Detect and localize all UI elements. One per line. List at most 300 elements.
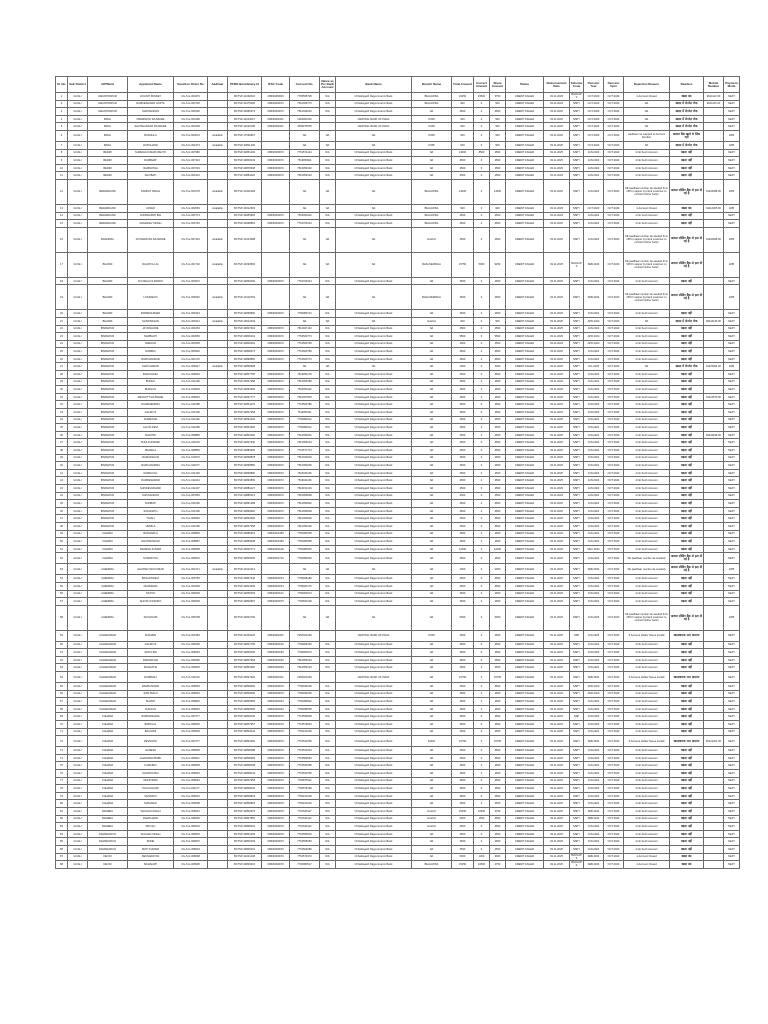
table-cell: OCT.2023 [604, 340, 624, 348]
table-cell: NSP [570, 630, 584, 641]
table-cell: 4500 [452, 355, 474, 363]
table-cell: CENTRAL BANK OF INDIA [336, 115, 412, 123]
table-cell: GOALI [68, 469, 88, 477]
table-cell: 2.No Such Account [624, 277, 670, 285]
table-cell: 7516152134 [290, 484, 320, 492]
table-cell: BCTSP-30808300 [228, 705, 262, 713]
table-cell: NA [320, 179, 336, 204]
table-cell: खाता नहीं [670, 431, 704, 439]
table-cell: 0 [474, 747, 490, 755]
table-cell: 7510467143 [290, 325, 320, 333]
table-cell: 03.11.2025 [544, 340, 570, 348]
table-cell: CHAPDA [88, 538, 128, 546]
table-cell: NEFT [724, 371, 740, 379]
table-cell: 2.No Such Account [624, 770, 670, 778]
table-cell [704, 424, 724, 432]
table-cell [208, 123, 228, 131]
table-cell: BHOJAP S [571, 93, 582, 100]
table-cell: CREDIT FAILED [506, 363, 544, 371]
table-cell: NA [336, 141, 412, 149]
col-header: Aadhaar [208, 77, 228, 93]
table-cell: OCT.2023 [604, 507, 624, 515]
table-cell: JAN.2024 [584, 164, 604, 172]
table-cell: DAMARARIYA [88, 845, 128, 853]
table-cell: 4500 [490, 409, 506, 417]
table-cell: 19 [56, 285, 68, 310]
table-cell: JUL.2025 [584, 363, 604, 371]
table-cell: OCT.2023 [584, 108, 604, 116]
table-cell: BUDHNATH [128, 530, 174, 538]
table-cell [208, 507, 228, 515]
table-cell: 03.11.2025 [544, 713, 570, 721]
table-cell: GOALI [68, 823, 88, 831]
table-cell: NEFT [724, 484, 740, 492]
table-cell: BHAJAPRA [412, 93, 452, 101]
table-cell: N/A [320, 530, 336, 538]
table-cell: NA [624, 108, 670, 116]
table-cell: OCT.2023 [604, 93, 624, 101]
table-cell: NSPY [570, 770, 584, 778]
table-cell: DAMERA [88, 823, 128, 831]
table-cell: 2.No Such Account [624, 590, 670, 598]
table-cell: 0 [474, 164, 490, 172]
table-cell: NEFT [724, 762, 740, 770]
table-cell: 03.11.2025 [544, 220, 570, 228]
table-cell: NSPY [570, 705, 584, 713]
table-cell: BCTSP-30807955 [228, 777, 262, 785]
table-cell: 4500 [490, 355, 506, 363]
table-cell: NEFT [724, 393, 740, 401]
table-cell: NSPY [570, 800, 584, 808]
table-cell: 15750 [490, 672, 506, 683]
table-cell: GOALI [68, 310, 88, 318]
table-cell: SUKHBAI [128, 630, 174, 641]
table-cell: 4500 [490, 656, 506, 664]
table-row [56, 538, 740, 546]
table-row [56, 630, 740, 641]
table-cell: GOALI [68, 777, 88, 785]
table-cell: BCTSP-30808090 [228, 690, 262, 698]
table-cell: NSPY [570, 149, 584, 157]
table-cell: N/A [320, 792, 336, 800]
table-cell: NEFT [724, 348, 740, 356]
table-cell: CENTRAL BANK OF INDIA [336, 123, 412, 131]
table-cell: FEB.2023 [584, 736, 604, 747]
table-cell: 4500 [490, 698, 506, 706]
table-cell: OCT.2023 [604, 141, 624, 149]
table-cell: CBIN0000970 [262, 477, 290, 485]
table-cell [208, 530, 228, 538]
table-cell: 15500 [474, 93, 490, 101]
table-row [56, 157, 740, 165]
table-cell: CG-5-G-006040 [174, 285, 208, 310]
table-cell: NSPY [570, 830, 584, 838]
table-cell: 03.11.2025 [544, 553, 570, 564]
table-cell: CREDIT FAILED [506, 672, 544, 683]
table-cell: 22 [56, 325, 68, 333]
table-cell: 80 [56, 800, 68, 808]
table-cell: NEFT [724, 172, 740, 180]
table-cell: 4500 [490, 575, 506, 583]
table-cell [704, 333, 724, 341]
table-cell [704, 830, 724, 838]
table-cell: CHHARAMAR [88, 649, 128, 657]
table-cell: CHHAMA [88, 713, 128, 721]
table-cell: खाता नहीं [670, 439, 704, 447]
table-cell: 2.No Such Account [624, 582, 670, 590]
table-cell: खाता नहीं [670, 500, 704, 508]
table-cell: N/A [320, 469, 336, 477]
table-cell: NA [320, 227, 336, 252]
table-cell: NA [412, 500, 452, 508]
table-cell: NEFT [724, 815, 740, 823]
table-cell [704, 500, 724, 508]
table-cell: NEFT [724, 317, 740, 325]
table-cell: 7510469222 [290, 108, 320, 116]
table-cell: 900 [452, 123, 474, 131]
table-cell: NA [290, 564, 320, 575]
table-cell: BCTSP-30808044 [228, 785, 262, 793]
table-cell: BCTSP-30832200 [228, 416, 262, 424]
table-cell: NA [412, 838, 452, 846]
table-cell: 4500 [490, 157, 506, 165]
table-cell [208, 424, 228, 432]
table-cell: 2.No Such Account [624, 371, 670, 379]
table-cell: 4500 [452, 598, 474, 606]
table-cell [704, 575, 724, 583]
table-cell: BANA [88, 123, 128, 131]
table-cell: 900 [490, 100, 506, 108]
table-cell: 03.11.2025 [544, 672, 570, 683]
table-cell: CREDIT FAILED [506, 690, 544, 698]
table-cell: 30 [56, 386, 68, 394]
table-cell: Chhattisgarh Rajya Gramin Bank [336, 800, 412, 808]
table-cell: NSPY [570, 582, 584, 590]
table-cell: 6 [56, 130, 68, 141]
table-cell: CBIN0000970 [262, 277, 290, 285]
table-cell: NEFT [724, 530, 740, 538]
table-cell: 03.11.2025 [544, 605, 570, 630]
table-cell: NSPY [570, 310, 584, 318]
table-cell: CREDIT FAILED [506, 630, 544, 641]
table-cell: 4500 [490, 785, 506, 793]
table-cell: CHHAMA [88, 792, 128, 800]
table-cell: NSPY [570, 777, 584, 785]
table-cell: CBIN0280000 [262, 93, 290, 101]
table-cell [704, 285, 724, 310]
table-cell: BHAUVERDIHA [412, 252, 452, 277]
table-cell [208, 340, 228, 348]
table-cell: NA [320, 130, 336, 141]
table-cell: NA [412, 409, 452, 417]
table-cell: RUPCHAND [128, 141, 174, 149]
table-cell: खाता नहीं [670, 845, 704, 853]
table-cell [704, 115, 724, 123]
table-cell: 57 [56, 598, 68, 606]
table-cell: CBIN0000970 [262, 340, 290, 348]
table-cell: 03.11.2025 [544, 317, 570, 325]
table-cell: Chhattisgarh Rajya Gramin Bank [336, 355, 412, 363]
table-cell: GOALI [68, 522, 88, 530]
table-cell: 0 [474, 477, 490, 485]
table-cell: 4500 [490, 285, 506, 310]
table-cell: BCTSP-30829300 [228, 515, 262, 523]
table-cell: 03.11.2025 [544, 93, 570, 101]
table-cell: CBIN0000970 [262, 371, 290, 379]
table-cell: GOALI [68, 93, 88, 101]
table-cell: PHULCHAND [128, 785, 174, 793]
table-cell: CBIN0000970 [262, 469, 290, 477]
table-cell [208, 664, 228, 672]
table-cell: CREDIT FAILED [506, 204, 544, 212]
table-cell: BISRAPUR [88, 348, 128, 356]
table-cell: NEFT [724, 277, 740, 285]
table-cell: OCT.2023 [604, 439, 624, 447]
table-row [56, 683, 740, 691]
table-row [56, 815, 740, 823]
table-cell: 4500 [452, 641, 474, 649]
table-cell: NA [412, 484, 452, 492]
table-cell: BCTSP-17099967 [228, 130, 262, 141]
table-cell: RAMKUNWAR [128, 683, 174, 691]
table-cell: 69 [56, 713, 68, 721]
table-cell: 65 [56, 683, 68, 691]
table-cell: 7751531586 [290, 762, 320, 770]
table-cell: 91120998 00 [704, 227, 724, 252]
table-cell: AWANTIPAPUR [88, 93, 128, 101]
table-cell: 4500 [490, 590, 506, 598]
table-cell: BISRAPUR [88, 454, 128, 462]
table-cell: NA [412, 515, 452, 523]
table-cell: 03.11.2025 [544, 416, 570, 424]
table-cell: 7516059110 [290, 212, 320, 220]
table-row [56, 698, 740, 706]
table-cell: 7751531550 [290, 770, 320, 778]
table-cell: BCTSP-30807646 [228, 575, 262, 583]
table-cell: N/A [320, 823, 336, 831]
table-cell: 77 [56, 777, 68, 785]
table-cell: Chhattisgarh Rajya Gramin Bank [336, 447, 412, 455]
table-cell: CG-5-G-007845 [174, 492, 208, 500]
table-cell: GOALI [68, 277, 88, 285]
table-cell: NA [624, 141, 670, 149]
table-cell: CREDIT FAILED [506, 683, 544, 691]
table-cell: CREDIT FAILED [506, 115, 544, 123]
table-cell: आधार सीडिंग बैंक से हटा दी गई है [670, 605, 704, 630]
table-cell: NSPY [570, 477, 584, 485]
table-cell: BHAJAPRA [412, 100, 452, 108]
table-cell: 2.No Such Account [624, 439, 670, 447]
table-cell: 0 [474, 462, 490, 470]
table-cell: 2.No Such Account [624, 484, 670, 492]
table-cell: NA [412, 492, 452, 500]
table-cell: NSPY [570, 469, 584, 477]
table-cell: 37 [56, 439, 68, 447]
table-cell: NA [336, 204, 412, 212]
table-cell: 2000 [490, 564, 506, 575]
table-cell: CG-5-G-004038 [174, 340, 208, 348]
table-cell: BISRAPUR [88, 409, 128, 417]
table-cell: NA [412, 582, 452, 590]
table-row [56, 664, 740, 672]
table-cell: BCTSP-30859008 [228, 538, 262, 546]
table-row [56, 348, 740, 356]
table-row [56, 598, 740, 606]
table-cell: BCTSP-30809015 [228, 861, 262, 869]
table-cell: CREDIT FAILED [506, 713, 544, 721]
table-cell: GOALI [68, 424, 88, 432]
col-header: Sub District [68, 77, 88, 93]
table-cell: 0 [474, 484, 490, 492]
table-cell: JAN.2024 [584, 575, 604, 583]
table-cell: 03.11.2025 [544, 141, 570, 149]
table-cell: 03.11.2025 [544, 310, 570, 318]
table-cell: BISRAPUR [88, 333, 128, 341]
table-cell: N/A [320, 500, 336, 508]
table-cell: 5.Account Holder Name Invalid [624, 672, 670, 683]
table-cell: CBIN0000970 [262, 348, 290, 356]
table-cell: OCT.2023 [604, 252, 624, 277]
table-cell: CG-5-G-008007 [174, 838, 208, 846]
table-cell: 0 [474, 713, 490, 721]
table-cell: CG-5-G-008010 [174, 553, 208, 564]
table-cell: OCT.2023 [584, 100, 604, 108]
table-cell: CG-5-G-006006 [174, 641, 208, 649]
table-cell: 7751531564 [290, 747, 320, 755]
table-cell: CBIN0000970 [262, 522, 290, 530]
table-cell: 4500 [452, 371, 474, 379]
table-cell: JAN.2024 [584, 553, 604, 564]
table-cell: 7516059922 [290, 500, 320, 508]
table-cell: NSPY [570, 325, 584, 333]
table-cell: KOUSHALYA PANDO [128, 277, 174, 285]
table-cell: GOALI [68, 409, 88, 417]
table-cell: 2.No Such Account [624, 762, 670, 770]
table-cell: Chhattisgarh Rajya Gramin Bank [336, 172, 412, 180]
table-cell: 0 [474, 664, 490, 672]
table-cell [704, 515, 724, 523]
table-cell: NSPY [570, 204, 584, 212]
table-cell: GOALI [68, 598, 88, 606]
table-cell [262, 564, 290, 575]
table-cell [704, 348, 724, 356]
table-cell: BCTSP-13411999 [228, 179, 262, 204]
table-cell: CREDIT FAILED [506, 93, 544, 101]
table-cell: NSPY [570, 462, 584, 470]
table-cell: NEFT [724, 424, 740, 432]
table-cell: BISRAPUR [88, 386, 128, 394]
table-cell: 2.No Such Account [624, 522, 670, 530]
table-cell: Chhattisgarh Rajya Gramin Bank [336, 164, 412, 172]
table-cell: 2.No Such Account [624, 838, 670, 846]
table-cell: 7516059102 [290, 164, 320, 172]
col-header: Applicant Name [128, 77, 174, 93]
table-cell: खाता नहीं [670, 754, 704, 762]
table-row [56, 492, 740, 500]
table-cell: CBIN0281901 [262, 115, 290, 123]
table-cell: CG-5-G-008049 [174, 371, 208, 379]
table-row [56, 754, 740, 762]
table-cell: 4500 [490, 149, 506, 157]
table-cell: 16 [56, 227, 68, 252]
table-cell: 03.11.2025 [544, 815, 570, 823]
table-cell: BCTSP-30830800 [228, 477, 262, 485]
table-cell: OCT.2023 [604, 762, 624, 770]
table-cell: GOALI [68, 172, 88, 180]
table-cell: GOALI [68, 317, 88, 325]
table-cell: NA [336, 252, 412, 277]
table-cell [320, 672, 336, 683]
table-cell: BCTSP-30827904 [228, 325, 262, 333]
table-cell: BISRAPUR [88, 424, 128, 432]
table-cell: CREDIT FAILED [506, 252, 544, 277]
table-cell [704, 469, 724, 477]
table-cell: CG-5-G-006009 [174, 590, 208, 598]
table-cell: Chhattisgarh Rajya Gramin Bank [336, 728, 412, 736]
table-cell: CENTRAL BANK OF INDIA [336, 630, 412, 641]
table-row [56, 853, 740, 861]
table-cell: CBIN0000979 [262, 838, 290, 846]
table-cell: N/A [320, 149, 336, 157]
table-cell: RAMAKSHAR [128, 454, 174, 462]
table-cell: 11500 [452, 545, 474, 553]
table-cell: 7760875112 [290, 777, 320, 785]
table-cell: OCT.2023 [604, 462, 624, 470]
table-cell: GOALI [68, 575, 88, 583]
table-row [56, 401, 740, 409]
table-cell: Chhattisgarh Rajya Gramin Bank [336, 538, 412, 546]
table-cell: 91125994 00 [704, 363, 724, 371]
table-cell: JAN.2024 [584, 371, 604, 379]
table-cell: BCTSP-13410752 [228, 285, 262, 310]
table-cell: NEFT [724, 553, 740, 564]
table-cell: NSPY [570, 553, 584, 564]
table-cell: BCTSP-30809005 [228, 553, 262, 564]
table-cell: OCT.2023 [584, 130, 604, 141]
table-cell: CREDIT FAILED [506, 141, 544, 149]
table-cell: 0 [474, 340, 490, 348]
table-cell: NSPY [570, 683, 584, 691]
table-cell: NEFT [724, 656, 740, 664]
table-cell: CHAPDA [88, 545, 128, 553]
table-row [56, 340, 740, 348]
table-row [56, 861, 740, 869]
table-cell: CG-5-G-008001 [174, 792, 208, 800]
table-cell: OCT.2023 [604, 582, 624, 590]
table-cell: GOALI [68, 507, 88, 515]
table-cell: 4500 [490, 386, 506, 394]
table-cell [704, 310, 724, 318]
table-cell: 28 [56, 371, 68, 379]
table-cell: NSP [570, 713, 584, 721]
table-cell [704, 355, 724, 363]
table-cell: NA [412, 277, 452, 285]
table-cell: N/A [320, 386, 336, 394]
table-cell [208, 605, 228, 630]
table-cell: 7706083212 [290, 416, 320, 424]
table-cell: 4500 [452, 500, 474, 508]
table-cell: GOALI [68, 492, 88, 500]
table-cell: XE (aadhaar number de-seeded from NPCI mapper by bank customer to contact his/her bank) [624, 285, 670, 310]
table-cell [704, 656, 724, 664]
table-cell: CREDIT FAILED [506, 649, 544, 657]
table-cell [262, 227, 290, 252]
table-cell: CG-5-G-008049 [174, 690, 208, 698]
table-cell: CHAPDA [88, 530, 128, 538]
table-cell: 29 [56, 378, 68, 386]
table-cell: 2.No Such Account [624, 698, 670, 706]
table-cell: CG-5-G-006745 [174, 220, 208, 228]
